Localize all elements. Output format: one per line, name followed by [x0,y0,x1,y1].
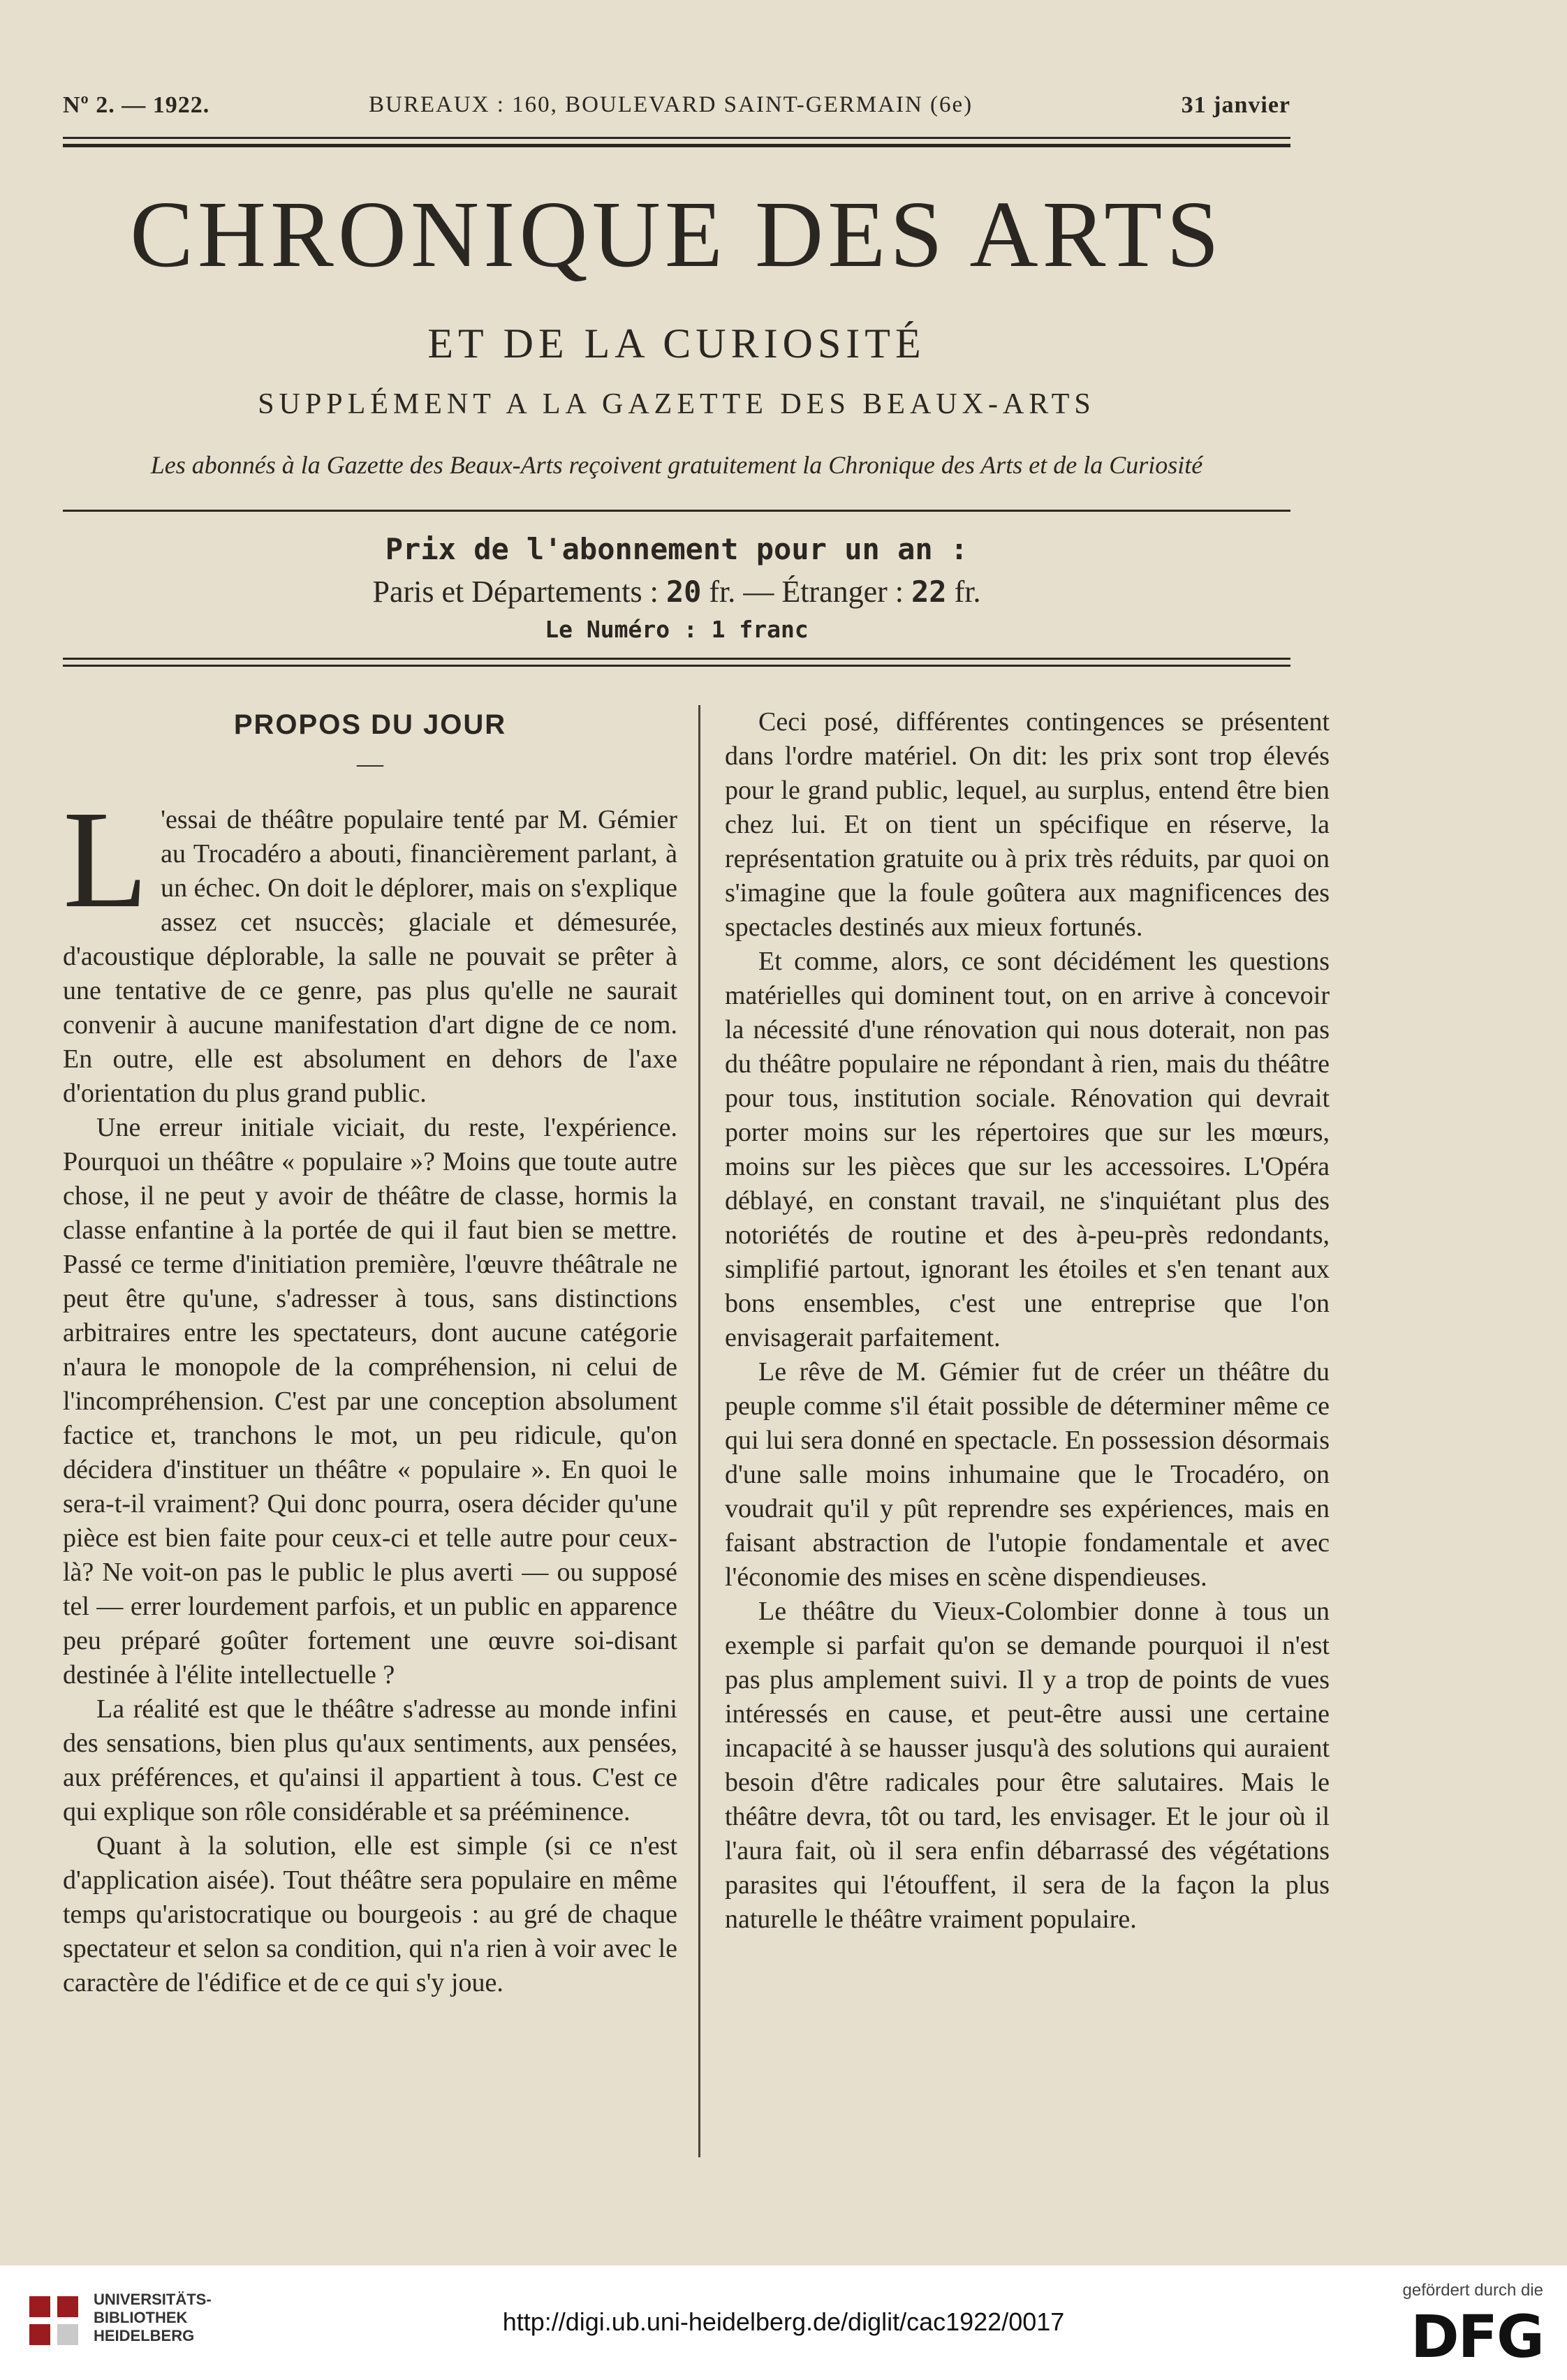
footer-bar [0,2266,1567,2380]
paris-label: Paris et Départements : [372,575,659,609]
subscription-title: Prix de l'abonnement pour un an : [385,532,969,566]
column-divider [698,705,700,2157]
masthead-subtitle: ET DE LA CURIOSITÉ [427,320,926,367]
foreign-price: 22 [911,575,947,609]
price-separator: — [743,575,774,609]
supplement-line: SUPPLÉMENT A LA GAZETTE DES BEAUX-ARTS [258,388,1096,420]
pricing-rule-bottom [63,665,1290,667]
document-url-link[interactable]: http://digi.ub.uni-heidelberg.de/diglit/cac1922/0017 [502,2307,1065,2336]
subscribers-note: Les abonnés à la Gazette des Beaux-Arts reçoivent gratuitement la Chronique des Arts et de la Curiosité [150,451,1203,479]
issue-number: Nº 2. — 1922. [63,92,210,118]
dfg-logo: DFG [1410,2303,1543,2371]
header-rule-top [63,137,1290,139]
article-paragraph: Ceci posé, différentes contingences se présentent dans l'ordre matériel. On dit: les prix sont trop élevés pour le grand public, lequel, au surplus, entend être bien chez lui. Et on tient un spécifique en réserve, la représentation gratuite ou à prix très réduits, par quoi on s'imagine que la foule goûtera aux magnificences des spectacles destinés aux mieux fortunés. [725,707,1330,942]
right-column [725,705,1330,1937]
article-paragraph: Quant à la solution, elle est simple (si ce n'est d'application aisée). Tout théâtre sera populaire en même temps qu'aristocratique ou bourgeois : au gré de chaque spectateur et selon sa condition, qui n'a rien à voir avec le caractère de l'édifice et de ce qui s'y joue. [63,1831,677,1997]
paris-price: 20 [665,575,702,609]
library-name-line: UNIVERSITÄTS- [94,2291,212,2308]
title-dash: — [357,749,383,778]
issue-date: 31 janvier [1181,92,1290,118]
article-paragraph: Le rêve de M. Gémier fut de créer un théâtre du peuple comme s'il était possible de déterminer même ce qui lui sera donné en spectacle. En possession désormais d'une salle moins inhumaine que le Trocadéro, on voudrait qu'il y pût reprendre ses expériences, mais en faisant abstraction de l'utopie fondamentale et avec l'économie des mises en scène dispendieuses. [725,1357,1330,1592]
article-paragraph: La réalité est que le théâtre s'adresse au monde infini des sensations, bien plus qu'aux sentiments, aux pensées, aux préférences, et qu'ainsi il appartient à tous. C'est ce qui explique son rôle considérable et sa prééminence. [63,1694,677,1826]
masthead-title: CHRONIQUE DES ARTS [130,182,1223,287]
paragraph-text: 'essai de théâtre populaire tenté par M. Gémier au Trocadéro a abouti, financièrement parlant, à un échec. On doit le déplorer, mais on s'explique assez cet nsuccès; glaciale et démesurée, d'acoustique déplorable, la salle ne pouvait se prêter à une tentative de ce genre, pas plus qu'elle ne saurait convenir à aucune manifestation d'art digne de ce nom. En outre, elle est absolument en dehors de l'axe d'orientation du plus grand public. [63,805,677,1108]
masthead-rule [63,510,1290,512]
library-name-line: HEIDELBERG [94,2327,195,2344]
subscription-prices [63,574,1290,609]
currency-label: fr. [954,575,981,609]
article-title: PROPOS DU JOUR [233,709,507,740]
left-column [63,705,677,2000]
header-rule-bottom [63,144,1290,147]
sponsor-label: gefördert durch die [1402,2281,1543,2300]
article-paragraph: Et comme, alors, ce sont décidément les questions matérielles qui dominent tout, on en arrive à concevoir la nécessité d'une rénovation qui nous doterait, non pas du théâtre populaire ne répondant à rien, mais du théâtre pour tous, institution sociale. Rénovation qui devrait porter moins sur les répertoires que sur les mœurs, moins sur les pièces que sur les accessoires. L'Opéra déblayé, en constant travail, ne s'inquiétant plus des notoriétés de routine et des à-peu-près redondants, simplifié partout, ignorant les étoiles et s'en tenant aux bons ensembles, c'est une entreprise que l'on envisagerait parfaitement. [725,947,1330,1352]
article-paragraph [63,783,677,1111]
currency-label: fr. [709,575,736,609]
library-name-line: BIBLIOTHEK [94,2309,188,2326]
article-paragraph: Une erreur initiale viciait, du reste, l'expérience. Pourquoi un théâtre « populaire »? Moins que toute autre chose, il ne peut y avoir de théâtre de classe, hormis la classe enfantine à la portée de qui il faut bien se mettre. Passé ce terme d'initiation première, l'œuvre théâtrale ne peut être qu'une, s'adresser à tous, sans distinctions arbitraires entre les spectateurs, dont aucune catégorie n'aura le monopole de la compréhension, ni celui de l'incompréhension. C'est par une conception absolument factice et, tranchons le mot, un peu ridicule, qu'on décidera d'instituer un théâtre « populaire ». En quoi le sera-t-il vraiment? Qui donc pourra, osera décider qu'une pièce est bien faite pour ceux-ci et telle autre pour ceux-là? Ne voit-on pas le public le plus averti — ou supposé tel — errer lourdement parfois, et un public en apparence peu préparé goûter fortement une œuvre soi-disant destinée à l'élite intellectuelle ? [63,1113,677,1690]
single-issue-price: Le Numéro : 1 franc [545,616,809,643]
office-address: BUREAUX : 160, BOULEVARD SAINT-GERMAIN (6e) [369,92,973,117]
article-paragraph: Le théâtre du Vieux-Colombier donne à tous un exemple si parfait qu'on se demande pourquoi il n'est pas plus amplement suivi. Il y a trop de points de vues intéressés en cause, et peut-être aussi une certaine incapacité à se hausser jusqu'à des solutions qui auraient besoin d'être radicales pour être salutaires. Mais le théâtre devra, tôt ou tard, les envisager. Et le jour où il l'aura fait, où il sera enfin débarrassé des végétations parasites qui l'étouffent, il sera de la façon la plus naturelle le théâtre vraiment populaire. [725,1597,1330,1934]
foreign-label: Étranger : [781,575,904,609]
pricing-rule-top [63,658,1290,660]
drop-cap: L [63,783,149,937]
